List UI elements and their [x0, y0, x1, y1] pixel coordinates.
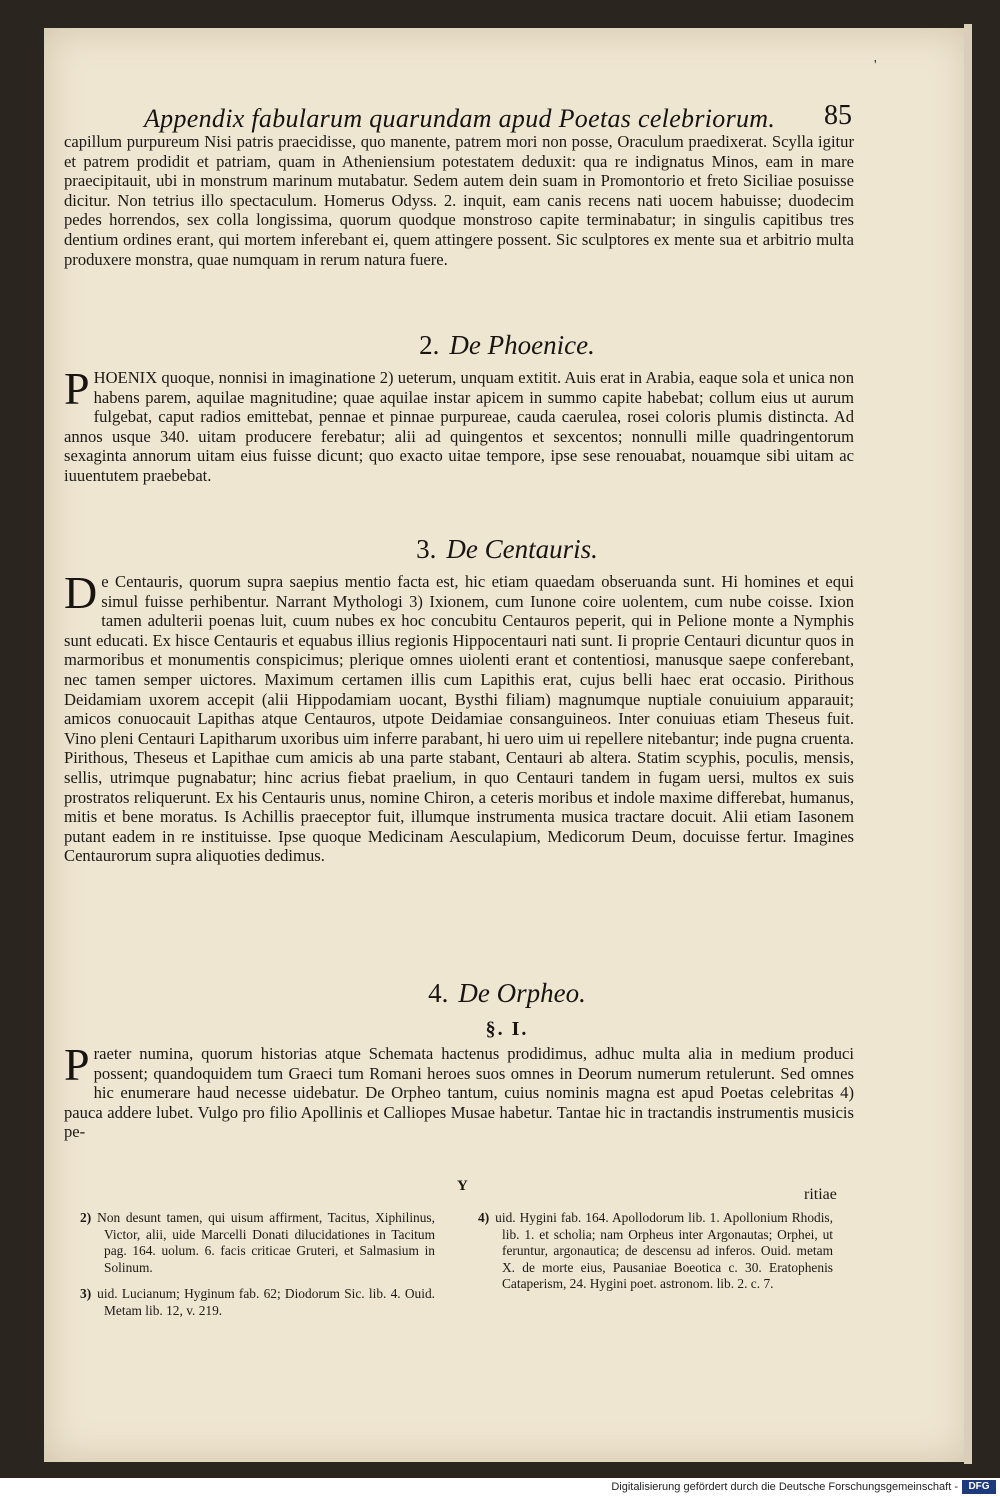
footnotes-left: [80, 1210, 435, 1330]
running-title: Appendix fabularum quarundam apud Poetas celebriorum.: [144, 104, 776, 133]
footnote-mark: 4): [478, 1210, 490, 1225]
footnote: [478, 1210, 833, 1293]
section-number: 2.: [419, 330, 440, 360]
footnote-mark: 3): [80, 1286, 92, 1302]
subsection-title: §. I.: [485, 1018, 529, 1040]
paragraph-text: raeter numina, quorum historias atque Schemata hactenus prodidimus, adhuc multa alia in medium produci possent; quandoquidem tum Graeci tum Romani heroes suos omnes in Deorum numerum retulerunt. Sed omnes hic enumerare haud necesse uidebatur. De Orpheo tantum, cuius nominis magna est apud Poetas celebritas 4) pauca addere lubet. Vulgo pro filio Apollinis et Calliopes Musae habetur. Tantae hic in tractandis instrumentis musicis pe-: [64, 1044, 854, 1142]
section-title-orpheus: [44, 978, 970, 1009]
section-number: 4.: [428, 978, 449, 1008]
book-page: [44, 28, 970, 1462]
section-title-phoenix: [44, 330, 970, 361]
dropcap: P: [64, 1039, 90, 1090]
paragraph-text: e Centauris, quorum supra saepius mentio facta est, hic etiam quaedam obseruanda sunt. Hi homines et equi simul fuisse perhibentur. Narrant Mythologi 3) Ixionem, cum Iunone coire uolentem, cum nube coisse. Ixion tamen adulterii poenas luit, cuum nubes ex hoc concubitu Centauros peperit, qui in Pelione monte a Nymphis sunt educati. Ex hisce Centauris et equabus illius regionis Hippocentauri nati sunt. Ii proprie Centauri dicuntur quos in marmoribus et monumentis conspicimus; plerique omnes uiolenti erant et contentiosi, manusque saepe conferebant, nec tamen semper uictores. Maximum certamen illis cum Lapithis erat, cujus belli haec erat occasio. Pirithous Deidamiam uxorem accepit (alii Hippodamiam uocant, Bysthi filiam) magnumque nuptiale conuiuium apparauit; amicos conuocauit Lapithas atque Centauros, utpote Deidamiae consanguineos. Inter conuiuas etiam Theseus fuit. Vino pleni Centauri Lapitharum uxoribus uim inferre parabant, hi uero uim ui repellere nitebantur; inde pugna cruenta. Pirithous, Theseus et Lapithae cum amicis ab una parte stabant, Centauri ab altera. Statim scyphis, poculis, mensis, sellis, utrimque pugnabatur; hinc acrius fiebat praelium, in quo Centauri tandem in fugam uersi, multos ex suis prostratos reliquerunt. Ex his Centauris unus, nomine Chiron, a ceteris moribus et indole maxime differebat, humanus, mitis et bene moratus. Is Achillis praeceptor fuit, illumque instrumenta musica tractare docuit. Alii etiam Iasonem putant eadem in re instituisse. Ipse quoque Medicinam Aesculapium, Medicorum Deum, docuisse fertur. Imagines Centaurorum supra aliquoties dedimus.: [64, 572, 854, 866]
footnote-text: Non desunt tamen, qui uisum affirment, Tacitus, Xiphilinus, Victor, alii, uide Marcelli Donati dilucidationes in Tacitum pag. 164. uolum. 6. facis criticae Gruteri, et Salmasium in Solinum.: [97, 1210, 435, 1275]
catchword: ritiae: [804, 1186, 837, 1203]
footnotes-right: [478, 1210, 833, 1303]
sheet-edge: [964, 24, 972, 1464]
section-phoenix: [64, 363, 854, 486]
footer-credit: Digitalisierung gefördert durch die Deutsche Forschungsgemeinschaft -: [611, 1481, 958, 1493]
paragraph-orpheus: [64, 1039, 854, 1142]
dropcap: D: [64, 567, 98, 618]
section-name: De Centauris.: [446, 534, 598, 564]
intro-paragraph: capillum purpureum Nisi patris praecidisse, quo manente, patrem mori non posse, Oraculum praedixerat. Scylla igitur et patrem prodidit et patriam, quam in Atheniensium potestatem deduxit: qua re indignatus Minos, eam in mare praecipitauit, ubi in monstrum marinum mutabatur. Sedem autem dein suam in Promontorio et freto Siciliae posuisse dicitur. Non tetrius illo spectaculum. Homerus Odyss. 2. inquit, eam canis recens nati uocem habuisse; duodecim pedes horrendos, sex colla longissima, quorum quodque monstroso capite terminabatur; in singulis capitibus tres dentium ordines erant, qui mortem inferebant ei, quem attingere possent. Sic sculptores ex mente sua et arbitrio multa produxere monstra, quae numquam in rerum natura fuere.: [64, 132, 854, 269]
paragraph-phoenix: [64, 363, 854, 486]
page-number: 85: [824, 100, 852, 131]
section-orpheus: [64, 1039, 854, 1142]
signature-mark: Y: [457, 1178, 468, 1194]
dfg-logo: DFG: [962, 1480, 996, 1494]
intro-paragraph-block: [64, 132, 854, 269]
dropcap: P: [64, 363, 90, 414]
section-title-centaurs: [44, 534, 970, 565]
paragraph-text: HOENIX quoque, nonnisi in imaginatione 2) ueterum, unquam extitit. Auis erat in Arabia, eaque sola et unica non habens parem, aquilae magnitudine; quae aquilae instar apicem in summo capite habebat; collum eius ut aurum fulgebat, caput radios emittebat, pennae et pinnae purpureae, cauda caerulea, rosei coloris plumis distincta. Ad annos usque 340. uitam producere ferebatur; alii ad quingentos et sexcentos; nonnulli mille quadringentorum sexaginta annorum uitam eius fuisse dicunt; quo exacto uitae tempore, ipse sese renouabat, nouamque sibi uitam ac iuuentutem praebebat.: [64, 368, 854, 485]
section-name: De Orpheo.: [458, 978, 586, 1008]
corner-mark: ': [874, 58, 877, 73]
paragraph-centaurs: [64, 567, 854, 866]
section-number: 3.: [416, 534, 437, 564]
footnote-text: uid. Lucianum; Hyginum fab. 62; Diodorum Sic. lib. 4. Ouid. Metam lib. 12, v. 219.: [97, 1286, 435, 1318]
footnote: [80, 1286, 435, 1319]
section-centaurs: [64, 567, 854, 866]
footnote-mark: 2): [80, 1210, 92, 1225]
footnote-text: uid. Hygini fab. 164. Apollodorum lib. 1. Apollonium Rhodis, lib. 1. et scholia; nam Orpheus inter Argonautas; Orphei, ut feruntur, argonautica; de descensu ad inferos. Ouid. metam X. de morte eius, Pausaniae Boeotica c. 30. Eratophenis Cataperism, 24. Hygini poet. astronom. lib. 2. c. 7.: [495, 1210, 833, 1292]
footnote: [80, 1210, 435, 1276]
section-name: De Phoenice.: [449, 330, 595, 360]
